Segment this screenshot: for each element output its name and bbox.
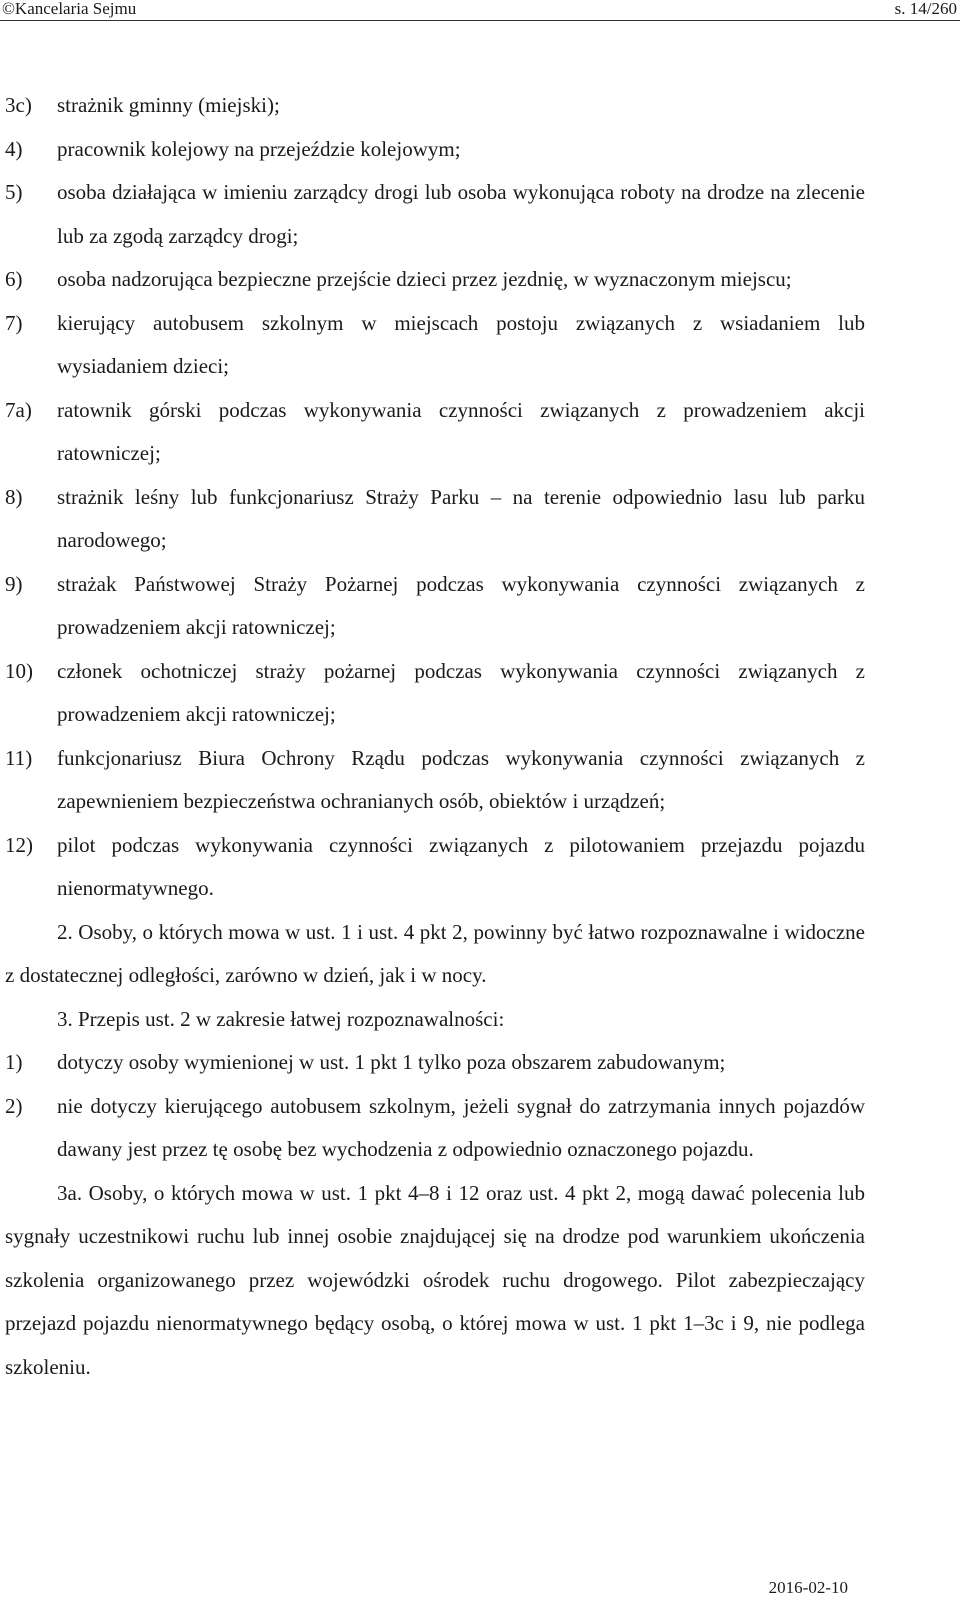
list-item-text: pracownik kolejowy na przejeździe kolejowym;: [57, 136, 461, 161]
list-item: [5, 650, 865, 737]
header-divider: [0, 20, 960, 21]
list-item-number: 7): [5, 310, 23, 335]
copyright-label: ©Kancelaria Sejmu: [2, 0, 137, 18]
list-item-text: funkcjonariusz Biura Ochrony Rządu podczas wykonywania czynności związanych z zapewnieniem bezpieczeństwa ochranianych osób, obiektów i urządzeń;: [57, 745, 865, 813]
list-item: [5, 737, 865, 824]
list-item-number: 10): [5, 658, 33, 683]
list-item-text: nie dotyczy kierującego autobusem szkolnym, jeżeli sygnał do zatrzymania innych pojazdów dawany jest przez tę osobę bez wychodzenia z odpowiednio oznaczonego pojazdu.: [57, 1093, 865, 1161]
list-item-text: kierujący autobusem szkolnym w miejscach postoju związanych z wsiadaniem lub wysiadaniem dzieci;: [57, 310, 865, 378]
list-item-text: członek ochotniczej straży pożarnej podczas wykonywania czynności związanych z prowadzeniem akcji ratowniczej;: [57, 658, 865, 726]
enumerated-list: [5, 84, 865, 911]
page-number: s. 14/260: [894, 0, 957, 18]
list-item-text: pilot podczas wykonywania czynności związanych z pilotowaniem przejazdu pojazdu nienormatywnego.: [57, 832, 865, 900]
list-item-text: osoba nadzorująca bezpieczne przejście dzieci przez jezdnię, w wyznaczonym miejscu;: [57, 267, 792, 291]
list-item: [5, 476, 865, 563]
list-item-text: strażnik leśny lub funkcjonariusz Straży Parku – na terenie odpowiednio lasu lub parku narodowego;: [57, 484, 865, 552]
list-item: [5, 1085, 865, 1172]
list-item-number: 12): [5, 832, 33, 857]
list-item-number: 3c): [5, 93, 32, 117]
list-item-text: strażak Państwowej Straży Pożarnej podczas wykonywania czynności związanych z prowadzeniem akcji ratowniczej;: [57, 571, 865, 639]
list-item: [5, 128, 865, 172]
list-item-number: 8): [5, 484, 23, 509]
list-item-number: 1): [5, 1050, 23, 1074]
list-item: [5, 563, 865, 650]
list-item-text: osoba działająca w imieniu zarządcy drogi lub osoba wykonująca roboty na drodze na zlecenie lub za zgodą zarządcy drogi;: [57, 180, 865, 248]
list-item: [5, 84, 865, 128]
list-item-text: strażnik gminny (miejski);: [57, 93, 280, 117]
document-body: [5, 84, 865, 1389]
paragraph-3a: 3a. Osoby, o których mowa w ust. 1 pkt 4–8 i 12 oraz ust. 4 pkt 2, mogą dawać polecenia lub sygnały uczestnikowi ruchu lub innej osobie znajdującej się na drodze pod warunkiem ukończenia szkolenia organizowanego przez wojewódzki ośrodek ruchu drogowego. Pilot zabezpieczający przejazd pojazdu nienormatywnego będący osobą, o której mowa w ust. 1 pkt 1–3c i 9, nie podlega szkoleniu.: [5, 1180, 865, 1379]
list-item: [5, 302, 865, 389]
list-item-text: ratownik górski podczas wykonywania czynności związanych z prowadzeniem akcji ratowniczej;: [57, 397, 865, 465]
list-item-number: 4): [5, 136, 23, 161]
list-item-number: 2): [5, 1093, 23, 1118]
list-item: [5, 258, 865, 302]
page-header: [0, 0, 960, 22]
enumerated-list: [5, 1041, 865, 1172]
paragraph-2: 2. Osoby, o których mowa w ust. 1 i ust. 4 pkt 2, powinny być łatwo rozpoznawalne i widoczne z dostatecznej odległości, zarówno w dzień, jak i w nocy.: [5, 919, 865, 987]
list-item: [5, 171, 865, 258]
list-item-number: 6): [5, 267, 23, 291]
paragraph-3: 3. Przepis ust. 2 w zakresie łatwej rozpoznawalności:: [57, 1006, 505, 1031]
list-item: [5, 1041, 865, 1085]
list-item-text: dotyczy osoby wymienionej w ust. 1 pkt 1 tylko poza obszarem zabudowanym;: [57, 1050, 726, 1074]
footer-date: 2016-02-10: [768, 1578, 848, 1597]
list-item: [5, 824, 865, 911]
list-item: [5, 389, 865, 476]
list-item-number: 5): [5, 180, 23, 204]
list-item-number: 7a): [5, 397, 32, 422]
list-item-number: 9): [5, 571, 23, 596]
list-item-number: 11): [5, 745, 33, 770]
